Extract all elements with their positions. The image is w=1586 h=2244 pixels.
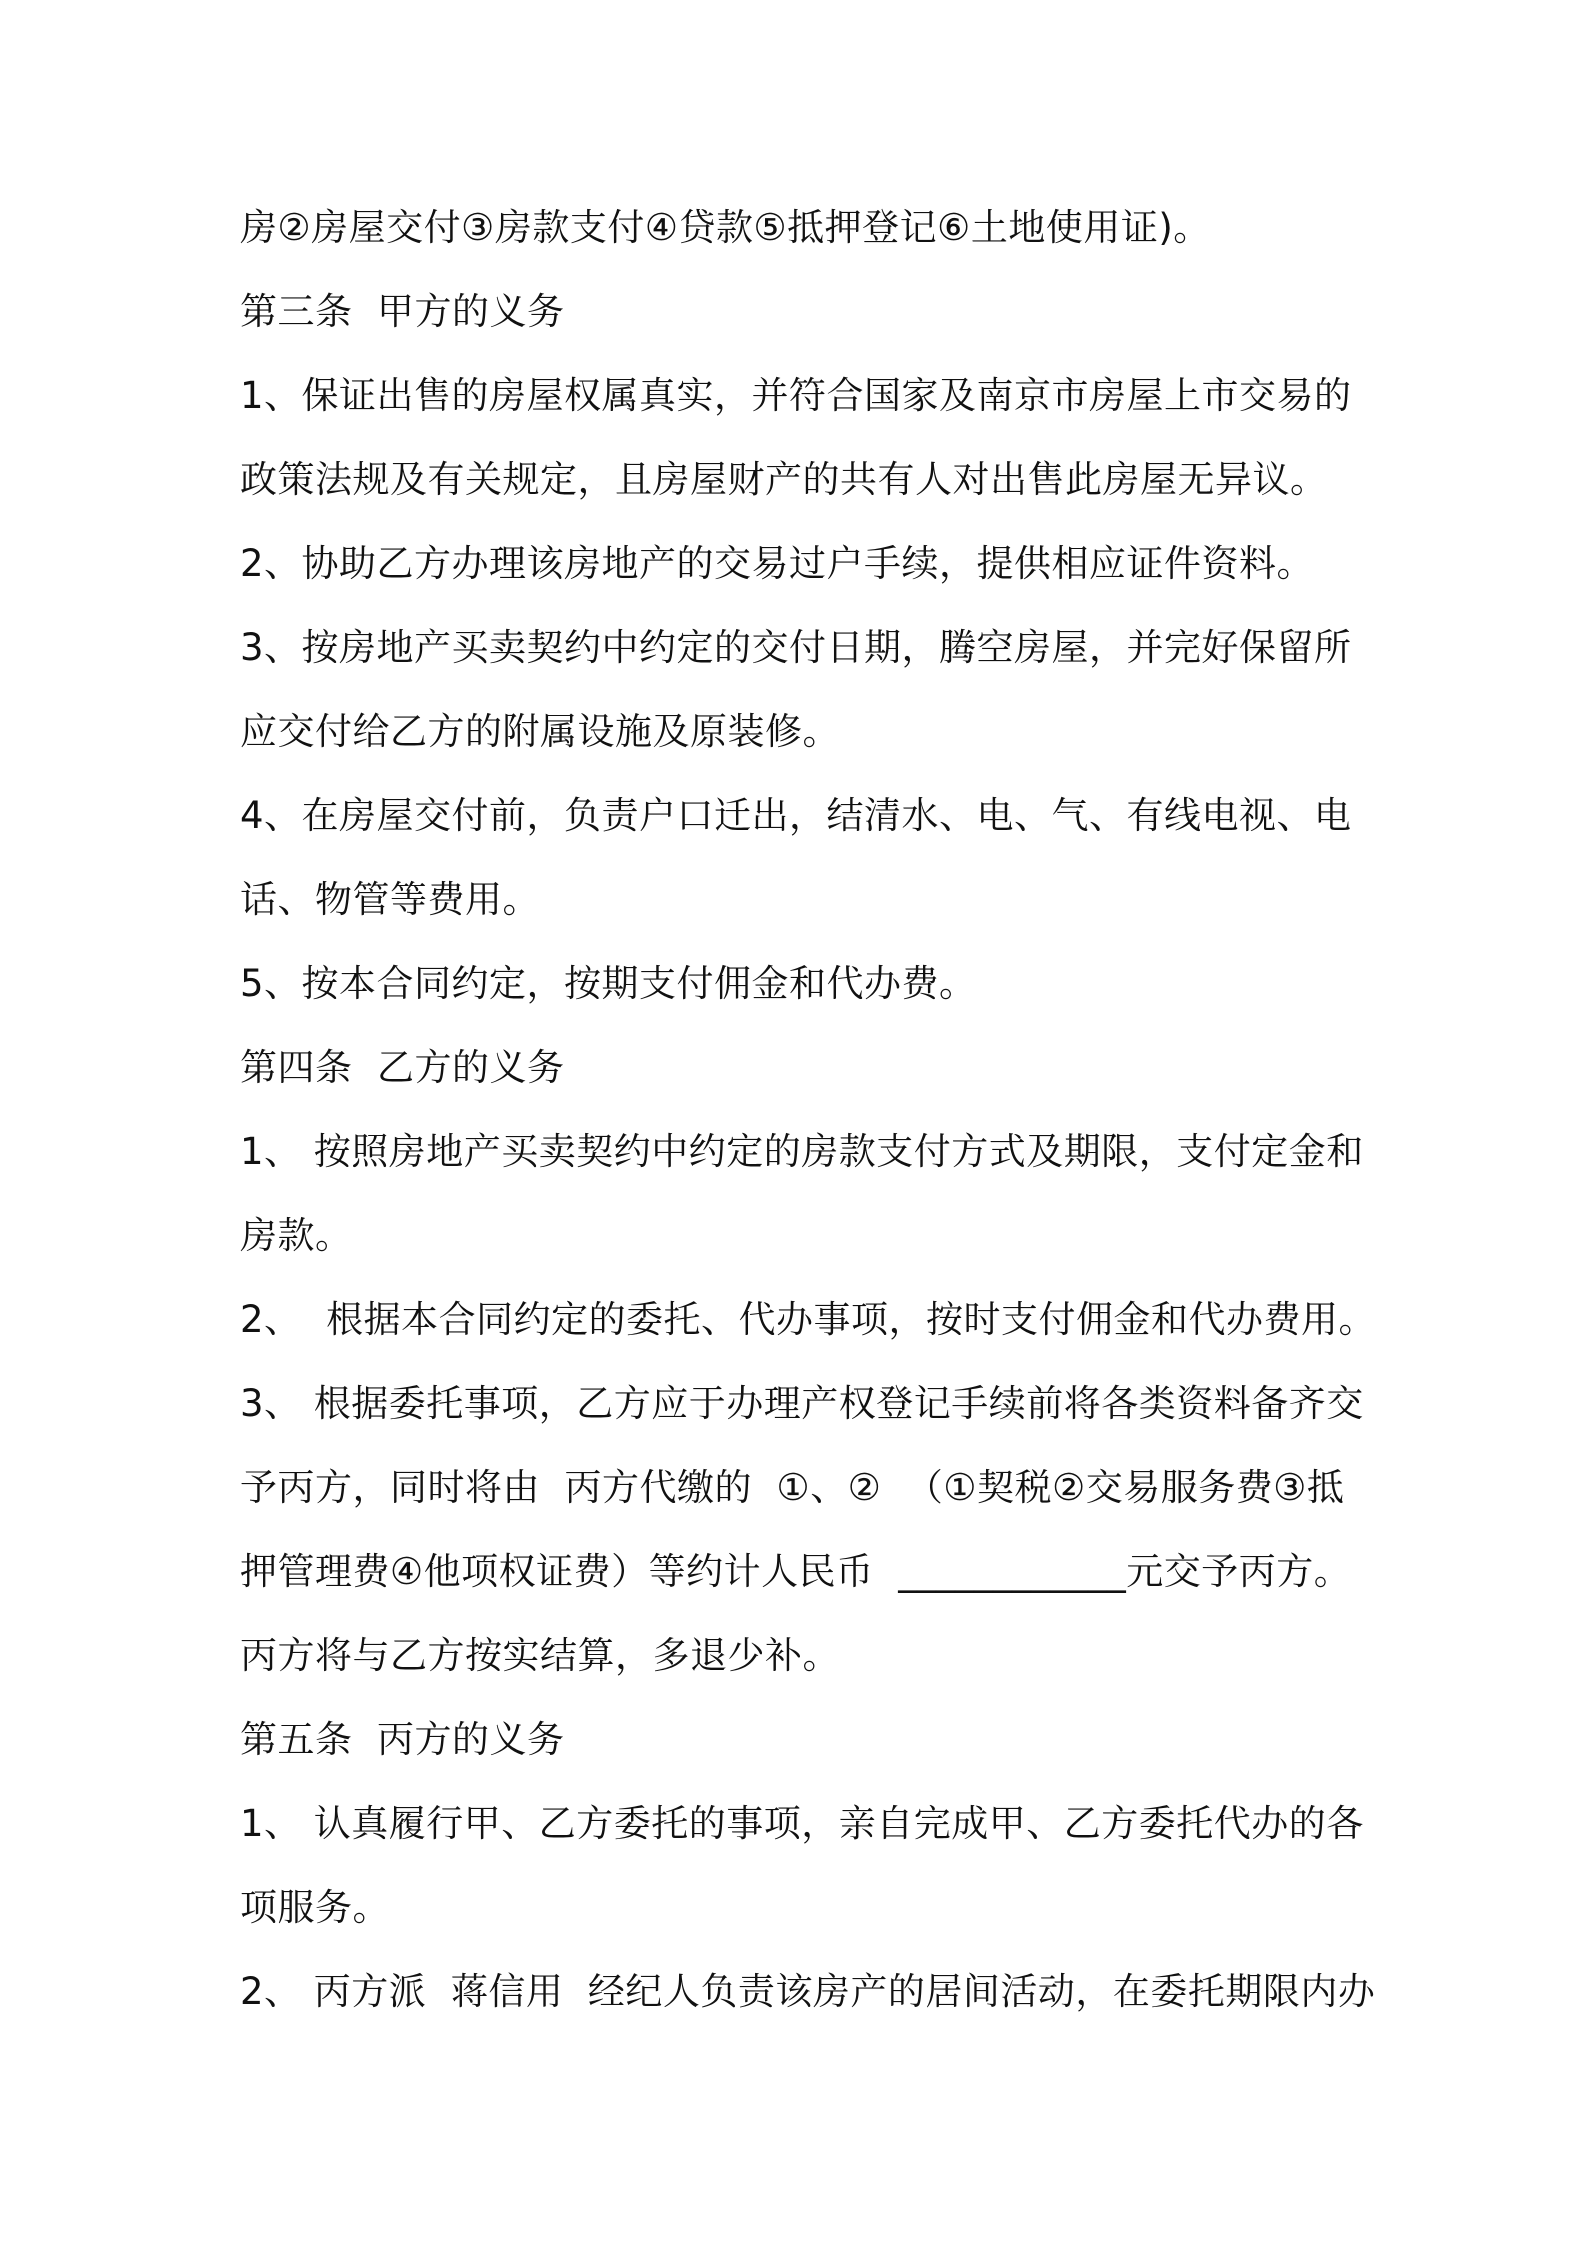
text-line: 房款。 — [240, 1214, 353, 1257]
text-line: 3、 根据委托事项，乙方应于办理产权登记手续前将各类资料备齐交 — [240, 1382, 1364, 1425]
text-line: 2、 丙方派 蒋信用 经纪人负责该房产的居间活动，在委托期限内办 — [240, 1970, 1376, 2013]
text-line: 项服务。 — [240, 1886, 390, 1929]
text-line: 丙方将与乙方按实结算，多退少补。 — [240, 1634, 840, 1677]
text-line: 5、按本合同约定，按期支付佣金和代办费。 — [240, 962, 977, 1005]
text-line: 1、 认真履行甲、乙方委托的事项，亲自完成甲、乙方委托代办的各 — [240, 1802, 1364, 1845]
text-line: 3、按房地产买卖契约中约定的交付日期，腾空房屋，并完好保留所 — [240, 626, 1352, 669]
text-line: 房②房屋交付③房款支付④贷款⑤抵押登记⑥土地使用证)。 — [240, 206, 1211, 249]
text-line: 予丙方，同时将由 丙方代缴的 ①、② （①契税②交易服务费③抵 — [240, 1466, 1345, 1509]
text-line: 押管理费④他项权证费）等约计人民币 ____________元交予丙方。 — [240, 1550, 1352, 1593]
section-heading: 第四条 乙方的义务 — [240, 1046, 565, 1089]
text-line: 2、协助乙方办理该房地产的交易过户手续，提供相应证件资料。 — [240, 542, 1315, 585]
text-line: 1、保证出售的房屋权属真实，并符合国家及南京市房屋上市交易的 — [240, 374, 1352, 417]
text-line: 1、 按照房地产买卖契约中约定的房款支付方式及期限，支付定金和 — [240, 1130, 1364, 1173]
text-line: 2、 根据本合同约定的委托、代办事项，按时支付佣金和代办费用。 — [240, 1298, 1377, 1341]
section-heading: 第五条 丙方的义务 — [240, 1718, 565, 1761]
text-line: 4、在房屋交付前，负责户口迁出，结清水、电、气、有线电视、电 — [240, 794, 1352, 837]
section-heading: 第三条 甲方的义务 — [240, 290, 565, 333]
text-line: 话、物管等费用。 — [240, 878, 540, 921]
text-line: 政策法规及有关规定，且房屋财产的共有人对出售此房屋无异议。 — [240, 458, 1328, 501]
text-line: 应交付给乙方的附属设施及原装修。 — [240, 710, 840, 753]
